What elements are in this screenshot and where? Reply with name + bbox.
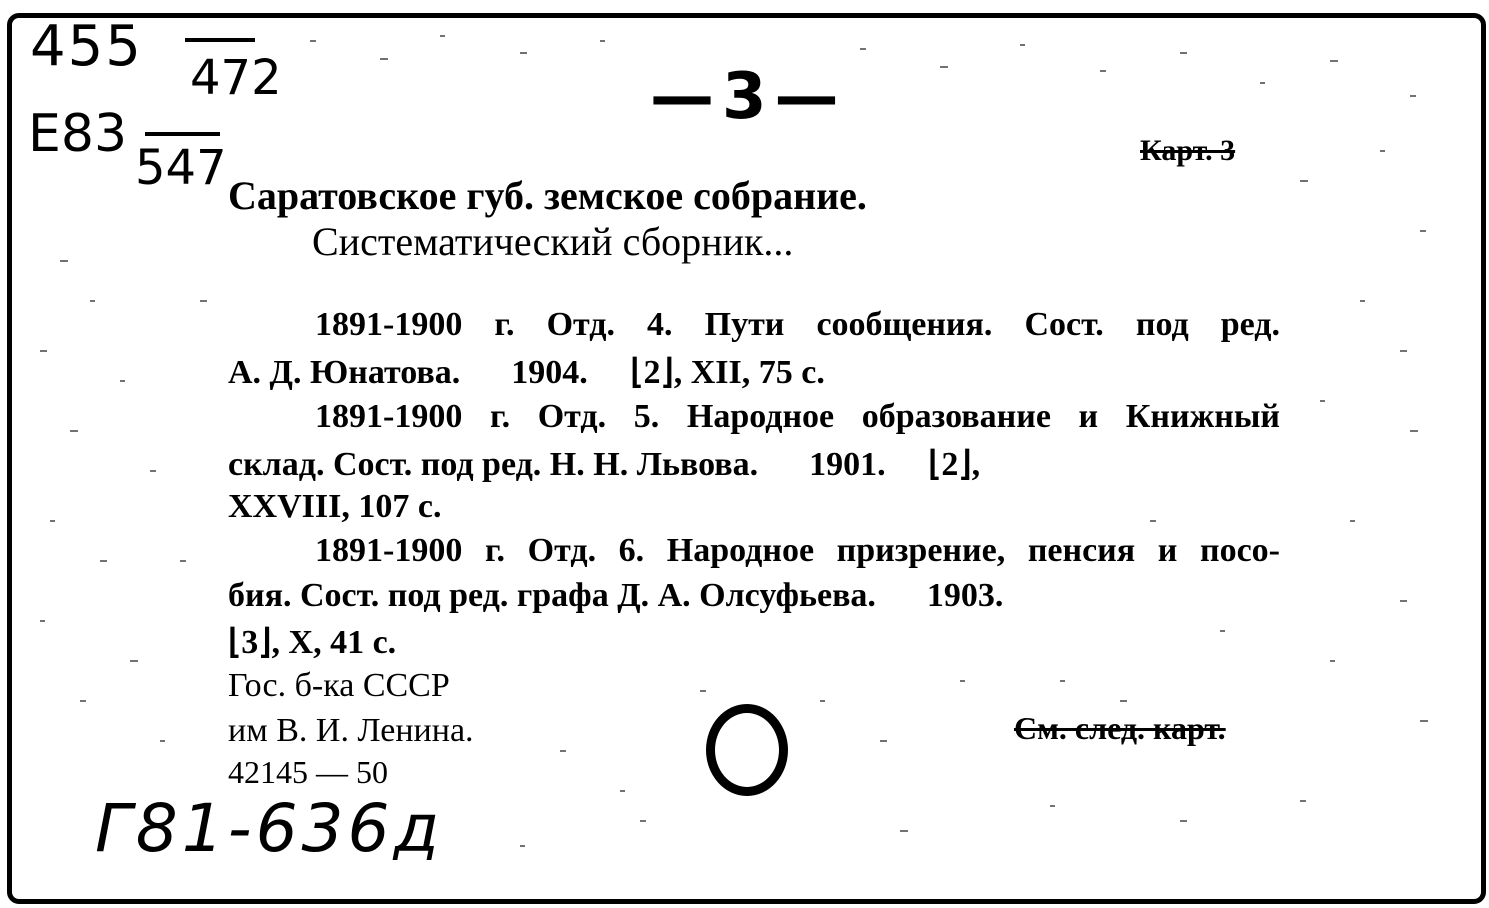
entry-2-line-3: XXVIII, 107 с. (228, 488, 442, 525)
see-next-card: См. след. карт. (1014, 710, 1226, 746)
entry-3-line-3: ⌊3⌋, X, 41 с. (228, 624, 397, 661)
author-heading: Саратовское губ. земское собрание. (228, 173, 867, 218)
entry-2-line-1: 1891-1900 г. Отд. 5. Народное образование и Книжный (315, 398, 1280, 435)
title: Систематический сборник... (312, 219, 794, 264)
library-number: 42145 — 50 (228, 754, 388, 790)
entry-1-line-1: 1891-1900 г. Отд. 4. Пути сообщения. Сост. под ред. (315, 306, 1280, 343)
call-number-series-fraction: 547 (135, 140, 227, 196)
entry-2-line-2: склад. Сост. под ред. Н. Н. Львова. 1901. ⌊2⌋, (228, 446, 981, 483)
shelf-mark-handwritten: Г81-636д (95, 790, 444, 867)
page-mark: —3— (650, 60, 847, 134)
library-line-2: им В. И. Ленина. (228, 712, 474, 749)
entry-3-line-1: 1891-1900 г. Отд. 6. Народное призрение, пенсия и посо- (315, 532, 1280, 569)
call-number-top-fraction: 472 (190, 50, 282, 106)
call-number-series: Е83 (28, 104, 128, 164)
call-number-divider-2 (145, 132, 220, 136)
entry-1-line-2: А. Д. Юнатова. 1904. ⌊2⌋, XII, 75 с. (228, 354, 825, 391)
call-number-top: 455 (30, 14, 143, 79)
entry-3-line-2: бия. Сост. под ред. графа Д. А. Олсуфьева. 1903. (228, 577, 1004, 614)
card-number: Карт. 3 (1140, 134, 1236, 167)
call-number-divider-1 (185, 38, 255, 42)
library-line-1: Гос. б-ка СССР (228, 667, 450, 704)
punch-hole (706, 704, 788, 796)
